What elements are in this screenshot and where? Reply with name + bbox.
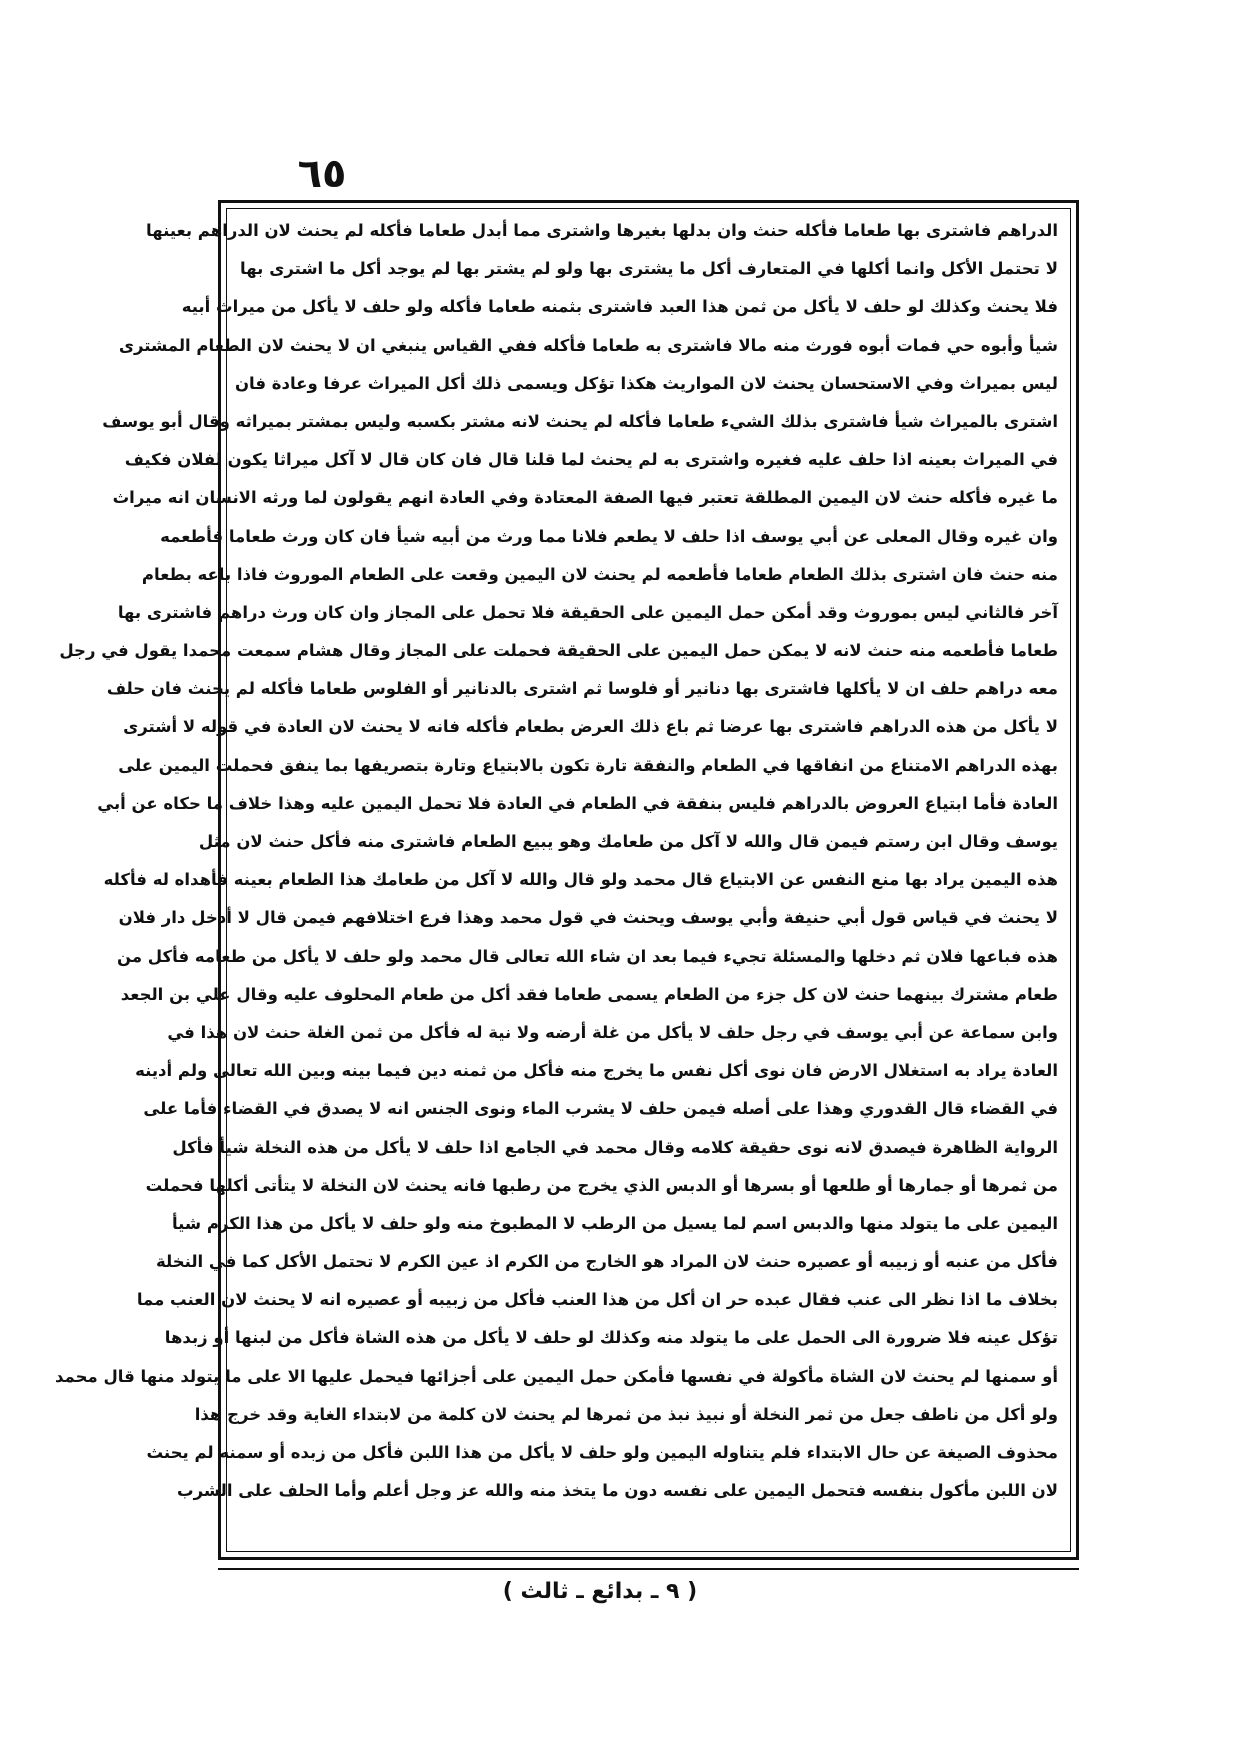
- text-line: لا تحتمل الأكل وانما أكلها في المتعارف أكل ما يشترى بها ولو لم يشتر بها لم يوجد أكل ما اشترى بها: [240, 259, 1058, 279]
- text-line: العادة فأما ابتياع العروض بالدراهم فليس بنفقة في الطعام في العادة فلا تحمل اليمين عليه وهذا خلاف ما حكاه عن أبي: [97, 793, 1058, 813]
- text-line: يوسف وقال ابن رستم فيمن قال والله لا آكل من طعامك وهو يبيع الطعام فاشترى منه فأكل حنث لان مثل: [198, 832, 1058, 851]
- text-line: العادة يراد به استغلال الارض فان نوى أكل نفس ما يخرج منه فأكل من ثمنه دين فيما بينه وبين الله تعالى ولم أدينه: [135, 1061, 1058, 1081]
- text-line: وابن سماعة عن أبي يوسف في رجل حلف لا يأكل من غلة أرضه ولا نية له فأكل من ثمن الغلة حنث لان هذا في: [167, 1022, 1058, 1042]
- text-line: أو سمنها لم يحنث لان الشاة مأكولة في نفسها فأمكن حمل اليمين على أجزائها فيحمل عليها الا على ما يتولد منها قال محمد: [55, 1366, 1058, 1386]
- text-line: لا يحنث في قياس قول أبي حنيفة وأبي يوسف ويحنث في قول محمد وهذا فرع اختلافهم فيمن قال لا أدخل دار فلان: [118, 908, 1058, 928]
- text-line: هذه اليمين يراد بها منع النفس عن الابتياع قال محمد ولو قال والله لا آكل من طعامك هذا الطعام بعينه فأهداه له فأكله: [103, 870, 1058, 890]
- text-line: هذه فباعها فلان ثم دخلها والمسئلة تجيء فيما بعد ان شاء الله تعالى قال محمد ولو حلف لا يأكل من طعامه فأكل من: [117, 946, 1058, 966]
- text-line: بهذه الدراهم الامتناع من انفاقها في الطعام والنفقة تارة تكون بالابتياع وتارة بتصريفها بما ينفق فحملت اليمين على: [118, 755, 1058, 775]
- text-line: لان اللبن مأكول بنفسه فتحمل اليمين على نفسه دون ما يتخذ منه والله عز وجل أعلم وأما الحلف على الشرب: [176, 1481, 1058, 1501]
- text-line: ولو أكل من ناطف جعل من ثمر النخلة أو نبيذ نبذ من ثمرها لم يحنث لان كلمة من لابتداء الغاية وقد خرج هذا: [194, 1404, 1058, 1424]
- text-line: الرواية الظاهرة فيصدق لانه نوى حقيقة كلامه وقال محمد في الجامع اذا حلف لا يأكل من هذه النخلة شيأ فأكل: [172, 1137, 1058, 1157]
- text-line: وان غيره وقال المعلى عن أبي يوسف اذا حلف لا يطعم فلانا مما ورث من أبيه شيأ فان كان ورث طعاما فأطعمه: [160, 526, 1058, 546]
- text-line: طعام مشترك بينهما حنث لان كل جزء من الطعام يسمى طعاما فقد أكل من طعام المحلوف عليه وقال علي بن الجعد: [120, 984, 1058, 1004]
- text-line: فأكل من عنبه أو زبيبه أو عصيره حنث لان المراد هو الخارج من الكرم اذ عين الكرم لا تحتمل الأكل كما في النخلة: [155, 1252, 1058, 1272]
- text-line: منه حنث فان اشترى بذلك الطعام طعاما فأطعمه لم يحنث لان اليمين وقعت على الطعام الموروث فاذا باعه بطعام: [141, 564, 1058, 584]
- text-line: من ثمرها أو جمارها أو طلعها أو بسرها أو الدبس الذي يخرج من رطبها فانه يحنث لان النخلة لا يتأتى أكلها فحملت: [145, 1175, 1058, 1195]
- text-line: شيأ وأبوه حي فمات أبوه فورث منه مالا فاشترى به طعاما فأكله ففي القياس ينبغي ان لا يحنث لان الطعام المشترى: [118, 335, 1058, 355]
- text-line: محذوف الصيغة عن حال الابتداء فلم يتناوله اليمين ولو حلف لا يأكل من هذا اللبن فأكل من زبده أو سمنه لم يحنث: [146, 1443, 1058, 1462]
- text-line: اليمين على ما يتولد منها والدبس اسم لما يسيل من الرطب لا المطبوخ منه ولو حلف لا يأكل من هذا الكرم شيأ: [171, 1213, 1058, 1233]
- text-line: في القضاء قال القدوري وهذا على أصله فيمن حلف لا يشرب الماء ونوى الجنس انه لا يصدق في القضاء فأما على: [143, 1099, 1058, 1119]
- body-text: [55, 212, 1058, 1548]
- text-line: ما غيره فأكله حنث لان اليمين المطلقة تعتبر فيها الصفة المعتادة وفي العادة انهم يقولون لما ورثه الانسان انه ميراث: [112, 488, 1058, 508]
- text-line: آخر فالثاني ليس بموروث وقد أمكن حمل اليمين على الحقيقة فلا تحمل على المجاز وان كان ورث دراهم فاشترى بها: [117, 602, 1058, 622]
- text-line: الدراهم فاشترى بها طعاما فأكله حنث وان بدلها بغيرها واشترى مما أبدل طعاما فأكله لم يحنث لان الدراهم بعينها: [146, 221, 1058, 240]
- text-line: طعاما فأطعمه منه حنث لانه لا يمكن حمل اليمين على الحقيقة فحملت على المجاز وقال هشام سمعت محمدا يقول في رجل: [59, 641, 1058, 661]
- page-number: ٦٥: [297, 151, 347, 197]
- footer-rule: [218, 1568, 1079, 1570]
- text-line: فلا يحنث وكذلك لو حلف لا يأكل من ثمن هذا العبد فاشترى بثمنه طعاما فأكله ولو حلف لا يأكل من ميراث أبيه: [181, 297, 1058, 317]
- text-line: لا يأكل من هذه الدراهم فاشترى بها عرضا ثم باع ذلك العرض بطعام فأكله فانه لا يحنث لان العادة في قوله لا أشترى: [123, 717, 1058, 737]
- printer-signature: ( ٩ ـ بدائع ـ ثالث ): [502, 1579, 698, 1604]
- text-line: معه دراهم حلف ان لا يأكلها فاشترى بها دنانير أو فلوسا ثم اشترى بالدنانير أو الفلوس طعاما فأكله لم يحنث فان حلف: [106, 679, 1058, 699]
- text-line: في الميراث بعينه اذا حلف عليه فغيره واشترى به لم يحنث لما قلنا قال فان كان قال لا آكل ميراثا يكون لفلان فكيف: [124, 450, 1058, 470]
- text-line: اشترى بالميراث شيأ فاشترى بذلك الشيء طعاما فأكله لم يحنث لانه مشتر بكسبه وليس بمشتر بميراثه وقال أبو يوسف: [102, 411, 1058, 431]
- text-line: تؤكل عينه فلا ضرورة الى الحمل على ما يتولد منه وكذلك لو حلف لا يأكل من هذه الشاة فأكل من لبنها أو زبدها: [164, 1328, 1058, 1348]
- text-line: بخلاف ما اذا نظر الى عنب فقال عبده حر ان أكل من هذا العنب فأكل من زبيبه أو عصيره انه لا يحنث لان العنب مما: [136, 1290, 1058, 1310]
- text-line: ليس بميراث وفي الاستحسان يحنث لان المواريث هكذا تؤكل ويسمى ذلك أكل الميراث عرفا وعادة فان: [234, 373, 1058, 393]
